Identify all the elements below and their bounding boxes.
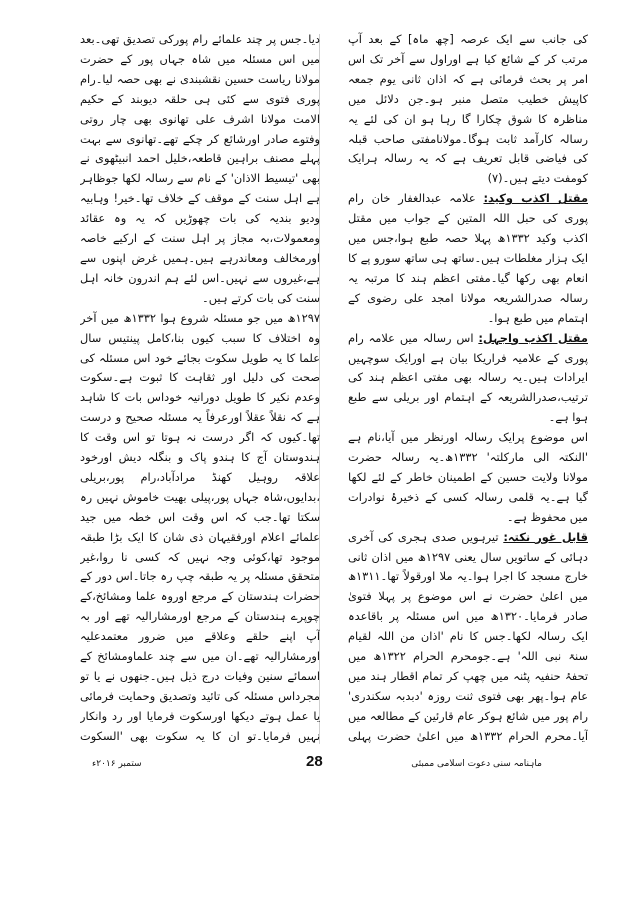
magazine-name: ماہنامہ سنی دعوت اسلامی ممبئی (411, 759, 542, 769)
paragraph: کی جانب سے ایک عرصہ [چھ ماہ] کے بعد آپ مرتب کر کے شائع کیا ہے اوراول سے آخر تک اس امر پر بحث فرمائی ہے کہ اذان ثانی یوم جمعہ کاپیش خطیب متصل منبر ہو۔جن دلائل میں مناظرہ کا شوق چکارا گا رہا ہو ان کی لئے یہ رسالہ کارآمد ثابت ہوگا۔مولانامفتی صاحب قبلہ کی فیاضی قابل تعریف ہے کہ یہ رسالہ ہرایک کومفت دیتے ہیں۔(۷) (348, 32, 588, 186)
paragraph: دیا۔جس پر چند علمائے رام پورکی تصدیق تھی۔بعد میں اس مسئلہ میں شاہ جہاں پور کے حضرت مولانا ریاست حسین نقشبندی نے بھی حصہ لیا۔رام پوری فتوی سے کئی ہی حلقہ دیوبند کے حکیم الامت مولانا اشرف علی تھانوی بھی چار روتی وفتوے صادر اورشائع کر چکے تھے۔تھانوی سے بہت پہلے مصنف براہین قاطعہ،خلیل احمد انبیٹھوی نے بھی 'تیسیط الاذان' کے نام سے رسالہ لکھا جوظاہر ہے اہل سنت کے موقف کے خلاف تھا۔خیر! وہابیہ ودیو بندیہ کی بات چھوڑیں کہ یہ وہ عقائد ومعمولات،بہ مجاز پر اہل سنت کے ارکیے خاصہ اورمخالف ومعاندرہے ہیں۔ہمیں غرض اپنوں سے ہے،غیروں سے نہیں۔اس لئے ہم اندرون خانہ اہل سنت کی بات کرتے ہیں۔ (80, 32, 320, 305)
section-heading: مقتل اکذب واجہل: (478, 330, 588, 345)
issue-date: ستمبر ۲۰۱۶ء (92, 759, 142, 769)
paragraph (348, 329, 588, 429)
paragraph: ۱۲۹۷ھ میں جو مسئلہ شروع ہوا ۱۳۳۲ھ میں آخر وہ اختلاف کا سبب کیوں بنا،کامل پینتیس سال علما کا یہ طویل سکوت بجائے خود اس مسئلہ کی صحت کی دلیل اور ثقاہت کا ثبوت ہے۔سکوت وعدم نکیر کا طویل دورانیہ خوداس بات کا شاہد ہے کہ نقلاً عقلاً اورعرفاً یہ مسئلہ صحیح و درست تھا۔کیوں کہ اگر درست نہ ہوتا تو اس وقت کا ہندوستان آج کا ہندو پاک و بنگلہ دیش اورخود علاقہ روہیل کھنڈ مرادآباد،رام پور،بریلی ،بدایوں،شاہ جہاں پور،پیلی بھیت خاموش نہیں رہ سکتا تھا۔جب کہ اس وقت اس خطہ میں جید علمائے اعلام اورفقیہان ذی شان کا ایک بڑا طبقہ موجود تھا،کوئی وجہ نہیں کہ کسی نا روا،غیر متحقق مسئلہ پر یہ طبقہ چپ رہ جاتا۔اس دور کے حضرات ہندستان کے مرجع اوروہ علما ومشائخ،کے چوپرے ہندستان کے مرجع اورمشارالیہ تھے اور بہ آپ اپنے حلقے وعلاقے میں ضرور معتمدعلیہ اورمشارالیہ تھے۔ان میں سے چند علماومشائخ کے اسمائے سنین وفیات درج ذیل ہیں۔جنھوں نے یا تو مجرداس مسئلہ کی تائید وتصدیق وحمایت فرمائی یا عمل ہوتے دیکھا اورسکوت فرمایا اور رد وانکار نہیں فرمایا۔تو ان کا یہ سکوت بھی 'السکوت (80, 310, 320, 743)
section-heading: مقتل اکذب وکید: (483, 191, 588, 206)
page-number: 28 (306, 753, 323, 770)
section-heading: قابل غور نکتہ: (503, 529, 588, 544)
right-text-column (348, 30, 588, 745)
left-text-column (80, 30, 320, 745)
paragraph (348, 528, 588, 745)
paragraph-text: اس رسالہ میں علامہ رام پوری کے علامیہ فراریکا بیان ہے اورایک سوچہیں ایرادات ہیں۔یہ رسالہ بھی مفتی اعظم ہند کی ترتیب،صدرالشریعہ کے اہتمام اور بریلی سے طبع ہوا ہے۔ (348, 330, 588, 425)
paragraph (348, 189, 588, 328)
paragraph-text: تیرہویں صدی ہجری کی آخری دہائی کے ساتویں سال یعنی ۱۲۹۷ھ میں اذان ثانی خارج مسجد کا اجرا ہوا۔یہ ملا اورقولاً تھا۔۱۳۱۱ھ میں اعلیٰ حضرت نے اس موضوع پر پہلا فتویٰ صادر فرمایا۔۱۳۲۰ھ میں اس مسئلہ پر باقاعدہ ایک رسالہ لکھا۔جس کا نام 'اذان من اللہ لقیام سنۃ نبی اللہ' ہے۔جومحرم الحرام ۱۳۲۲ھ میں تحفۂ حنفیہ پٹنہ میں چھپ کر تمام اقطار ہند میں عام ہوا۔پھر بھی فتوی ثنت روزہ 'دبدبہ سکندری' رام پور میں شائع ہوکر عام قارئین کے مطالعہ میں آیا۔محرم الحرام ۱۳۳۲ھ میں اعلیٰ حضرت پہلی (348, 529, 588, 743)
paragraph: اس موضوع پرایک رسالہ اورنظر میں آیا،نام ہے 'النکتہ الی مارکلتہ' ۱۳۳۲ھ۔یہ رسالہ حضرت مولانا ولایت حسین کے اطمینان خاطر کے لئے لکھا گیا ہے۔یہ قلمی رسالہ کسی کے ذخیرۂ نوادرات میں محفوظ ہے۔ (348, 430, 588, 524)
paragraph-text: علامہ عبدالغفار خان رام پوری کی حبل اللہ المتین کے جواب میں مقتل اکذب وکید ۱۳۳۲ھ پہلا حصہ طبع ہوا،جس میں ایک ہزار مغلطات ہیں۔ساتھ ہی ساتھ سورو پے کا انعام بھی رکھا گیا۔مفتی اعظم ہند کا مرتبہ یہ رسالہ صدرالشریعہ مولانا امجد علی رضوی کے اہتمام میں طبع ہوا۔ (348, 191, 588, 325)
page-footer (0, 753, 638, 775)
